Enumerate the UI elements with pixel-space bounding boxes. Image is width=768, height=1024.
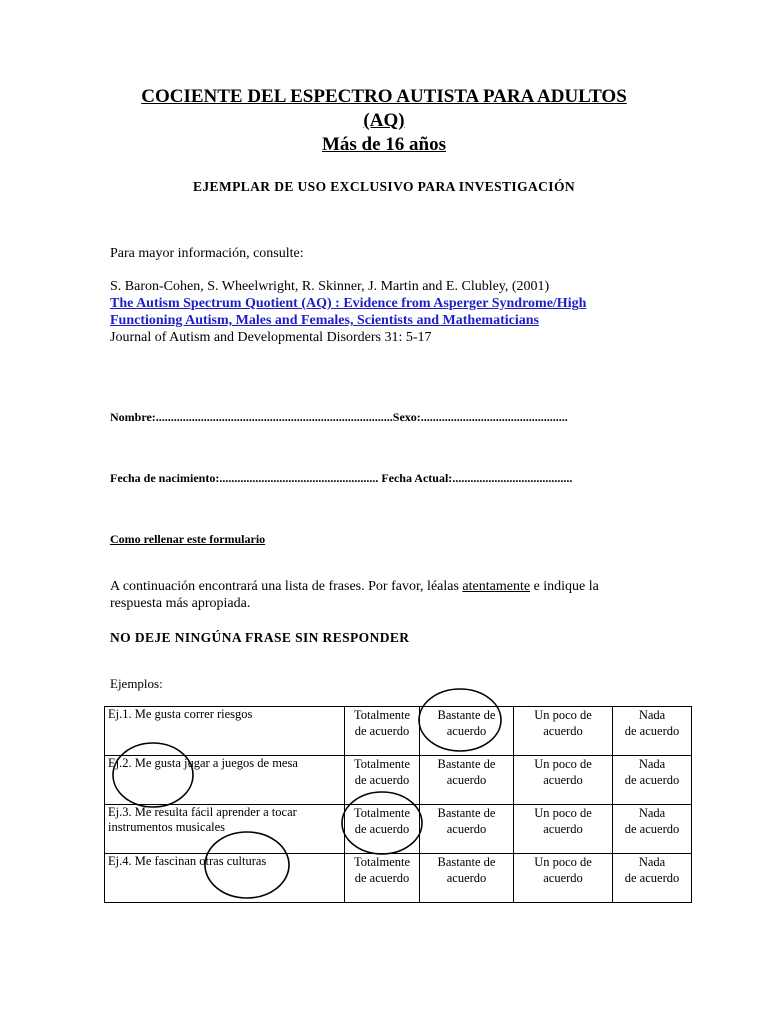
option-label: acuerdo: [543, 870, 583, 885]
option-un-poco[interactable]: [514, 805, 613, 854]
option-label: de acuerdo: [624, 723, 680, 738]
table-row: [105, 756, 692, 805]
table-row: [105, 854, 692, 903]
option-label: Totalmente: [353, 806, 411, 820]
option-totalmente[interactable]: [345, 707, 420, 756]
instructions-text-start: A continuación encontrará una lista de frases. Por favor, léalas: [110, 579, 463, 594]
option-nada[interactable]: [613, 805, 692, 854]
name-sex-fields: [110, 410, 568, 425]
option-label: acuerdo: [543, 723, 583, 738]
reference-link-line2[interactable]: Functioning Autism, Males and Females, Scientists and Mathematicians: [110, 313, 539, 328]
table-row: [105, 805, 692, 854]
instructions-text-end: e indique la: [530, 579, 599, 594]
option-label: Un poco de: [534, 757, 592, 771]
option-nada[interactable]: [613, 707, 692, 756]
instructions-text-line2: respuesta más apropiada.: [110, 596, 251, 611]
option-label: Nada: [638, 757, 666, 771]
example-question-text: Ej.3. Me resulta fácil aprender a tocar: [108, 805, 297, 819]
info-intro: Para mayor información, consulte:: [110, 246, 304, 261]
option-label: Bastante de: [437, 708, 496, 722]
table-row: [105, 707, 692, 756]
current-date-label: Fecha Actual:: [378, 471, 453, 485]
name-label: Nombre:: [110, 410, 156, 424]
document-title-line3: Más de 16 años: [321, 134, 447, 155]
examples-label: Ejemplos:: [110, 676, 163, 691]
option-label: de acuerdo: [354, 772, 410, 787]
current-date-blank[interactable]: ........................................: [452, 471, 573, 485]
option-label: acuerdo: [446, 821, 487, 836]
reference-authors: S. Baron-Cohen, S. Wheelwright, R. Skinner, J. Martin and E. Clubley, (2001): [110, 279, 550, 294]
sex-label: Sexo:: [392, 410, 421, 424]
option-label: de acuerdo: [354, 821, 410, 836]
instructions-text-line1: [110, 579, 599, 595]
examples-table: [104, 706, 692, 903]
option-label: Totalmente: [353, 757, 411, 771]
option-label: Totalmente: [353, 855, 411, 869]
option-label: Totalmente: [353, 708, 411, 722]
option-un-poco[interactable]: [514, 756, 613, 805]
instructions-heading: Como rellenar este formulario: [110, 532, 266, 546]
example-question-text: instrumentos musicales: [108, 820, 225, 834]
option-bastante[interactable]: [420, 854, 514, 903]
option-label: de acuerdo: [354, 723, 410, 738]
option-label: Bastante de: [437, 757, 496, 771]
option-label: Bastante de: [437, 806, 496, 820]
option-label: acuerdo: [446, 772, 487, 787]
option-label: Nada: [638, 806, 666, 820]
example-question: [105, 805, 345, 854]
document-title-line2: (AQ): [363, 110, 405, 131]
name-blank[interactable]: ...............................................................................: [155, 410, 393, 424]
birthdate-blank[interactable]: .....................................................: [219, 471, 379, 485]
example-question: [105, 707, 345, 756]
reference-journal: Journal of Autism and Developmental Disorders 31: 5-17: [110, 330, 432, 345]
option-un-poco[interactable]: [514, 707, 613, 756]
example-question-text: Ej.2. Me gusta jugar a juegos de mesa: [108, 756, 298, 770]
warning-no-blank: NO DEJE NINGÚNA FRASE SIN RESPONDER: [110, 630, 410, 645]
option-label: Bastante de: [437, 855, 496, 869]
option-un-poco[interactable]: [514, 854, 613, 903]
example-question-text: Ej.1. Me gusta correr riesgos: [108, 707, 253, 721]
option-label: acuerdo: [543, 821, 583, 836]
instructions-emphasis: atentamente: [462, 579, 531, 594]
option-label: de acuerdo: [624, 821, 680, 836]
option-label: Un poco de: [534, 855, 592, 869]
birthdate-label: Fecha de nacimiento:: [110, 471, 220, 485]
option-label: acuerdo: [543, 772, 583, 787]
reference-link-line1[interactable]: The Autism Spectrum Quotient (AQ) : Evidence from Asperger Syndrome/High: [110, 296, 587, 311]
option-label: Un poco de: [534, 806, 592, 820]
sex-blank[interactable]: .................................................: [420, 410, 568, 424]
option-nada[interactable]: [613, 756, 692, 805]
option-totalmente[interactable]: [345, 854, 420, 903]
option-totalmente[interactable]: [345, 756, 420, 805]
option-label: acuerdo: [446, 870, 487, 885]
option-bastante[interactable]: [420, 707, 514, 756]
example-question: [105, 756, 345, 805]
document-title-line1: COCIENTE DEL ESPECTRO AUTISTA PARA ADULTOS: [141, 86, 627, 107]
option-nada[interactable]: [613, 854, 692, 903]
option-label: de acuerdo: [354, 870, 410, 885]
example-question-text: Ej.4. Me fascinan otras culturas: [108, 854, 267, 868]
option-label: de acuerdo: [624, 870, 680, 885]
example-question: [105, 854, 345, 903]
option-label: acuerdo: [446, 723, 487, 738]
option-label: Nada: [638, 708, 666, 722]
date-fields: [110, 471, 572, 486]
option-label: Un poco de: [534, 708, 592, 722]
research-use-notice: EJEMPLAR DE USO EXCLUSIVO PARA INVESTIGACIÓN: [192, 179, 575, 194]
option-totalmente[interactable]: [345, 805, 420, 854]
option-bastante[interactable]: [420, 756, 514, 805]
option-bastante[interactable]: [420, 805, 514, 854]
option-label: de acuerdo: [624, 772, 680, 787]
option-label: Nada: [638, 855, 666, 869]
